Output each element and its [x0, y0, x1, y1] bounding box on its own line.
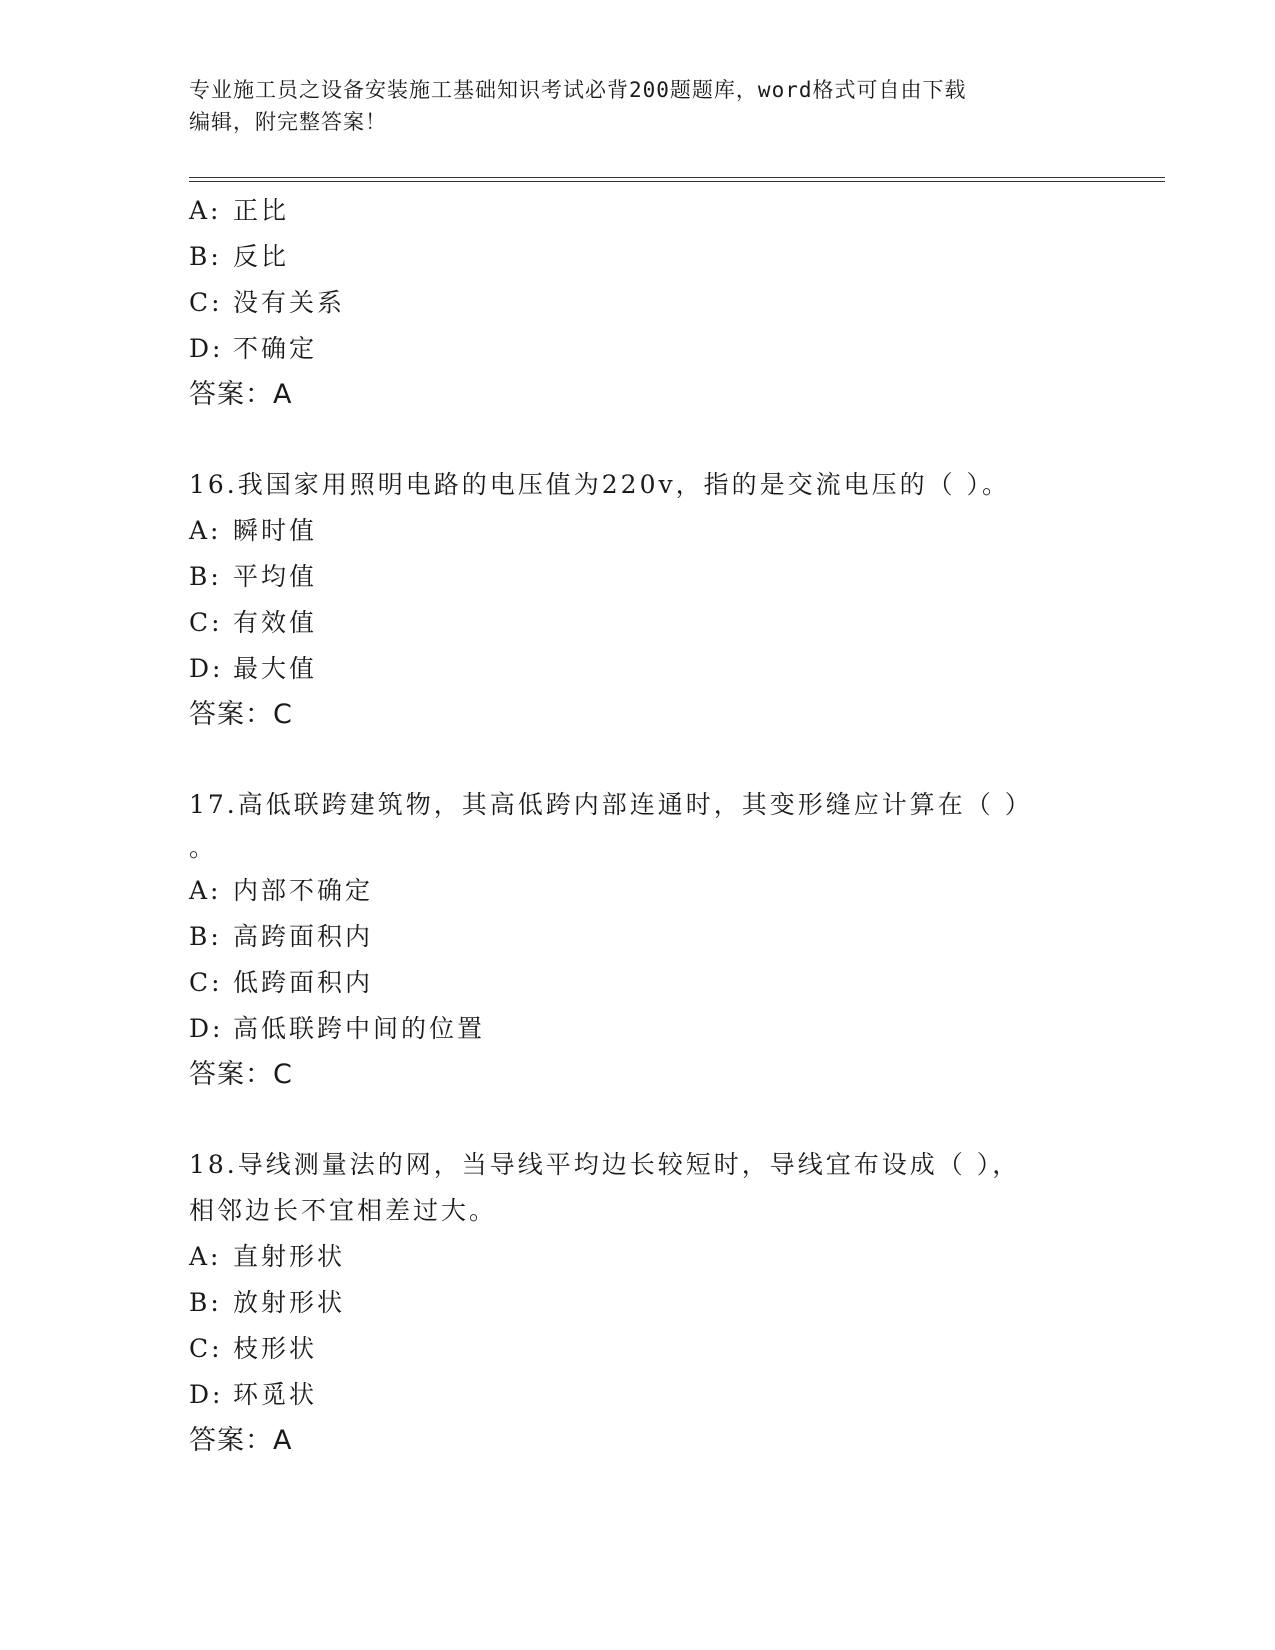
option-text: 高低联跨中间的位置 [233, 1014, 486, 1043]
block-gap [189, 738, 1089, 782]
option-key: B: [189, 1288, 222, 1317]
option-a [189, 188, 1089, 234]
option-key: D: [189, 1380, 224, 1409]
option-key: A: [189, 1242, 222, 1271]
option-text: 环觅状 [233, 1380, 318, 1409]
option-b [189, 1280, 1089, 1326]
option-d [189, 1006, 1089, 1052]
option-text: 低跨面积内 [233, 968, 374, 997]
answer-label: 答案：C [189, 699, 293, 730]
option-text: 反比 [233, 242, 290, 271]
option-key: A: [189, 876, 222, 905]
option-d [189, 1372, 1089, 1418]
question-list [189, 188, 1089, 1464]
option-text: 不确定 [233, 334, 318, 363]
option-key: B: [189, 922, 222, 951]
question-block-17 [189, 782, 1089, 1098]
option-a [189, 868, 1089, 914]
option-key: B: [189, 562, 222, 591]
option-c [189, 600, 1089, 646]
option-text: 有效值 [233, 608, 318, 637]
option-b [189, 554, 1089, 600]
question-stem-continuation: 相邻边长不宜相差过大。 [189, 1196, 498, 1225]
question-stem-continuation: 。 [189, 833, 218, 862]
block-gap [189, 1098, 1089, 1142]
header-divider-top [189, 177, 1165, 178]
option-text: 高跨面积内 [233, 922, 374, 951]
option-key: C: [189, 288, 223, 317]
option-text: 放射形状 [233, 1288, 346, 1317]
question-block-15 [189, 188, 1089, 418]
option-text: 瞬时值 [233, 516, 318, 545]
option-key: A: [189, 196, 222, 225]
block-gap [189, 418, 1089, 462]
option-key: A: [189, 516, 222, 545]
option-key: D: [189, 334, 224, 363]
answer-label: 答案：A [189, 379, 293, 410]
option-key: C: [189, 608, 223, 637]
question-block-16 [189, 462, 1089, 738]
option-text: 正比 [233, 196, 290, 225]
question-block-18 [189, 1142, 1089, 1464]
header-line-1: 专业施工员之设备安装施工基础知识考试必背200题题库，word格式可自由下载 [189, 78, 967, 102]
option-d [189, 646, 1089, 692]
option-b [189, 914, 1089, 960]
option-key: C: [189, 968, 223, 997]
question-stem: 17.高低联跨建筑物，其高低跨内部连通时，其变形缝应计算在（ ） [189, 790, 1033, 819]
option-text: 没有关系 [233, 288, 346, 317]
answer-label: 答案：A [189, 1425, 293, 1456]
question-stem: 18.导线测量法的网，当导线平均边长较短时，导线宜布设成（ ）， [189, 1150, 1021, 1179]
option-b [189, 234, 1089, 280]
question-stem: 16.我国家用照明电路的电压值为220v，指的是交流电压的（ ）。 [189, 470, 1011, 499]
option-a [189, 508, 1089, 554]
option-key: D: [189, 1014, 224, 1043]
option-d [189, 326, 1089, 372]
header-line-2: 编辑，附完整答案！ [189, 110, 387, 134]
option-a [189, 1234, 1089, 1280]
document-header [189, 74, 1089, 138]
option-text: 平均值 [233, 562, 318, 591]
option-text: 内部不确定 [233, 876, 374, 905]
option-key: B: [189, 242, 222, 271]
option-c [189, 960, 1089, 1006]
option-c [189, 280, 1089, 326]
answer-label: 答案：C [189, 1059, 293, 1090]
option-c [189, 1326, 1089, 1372]
option-key: C: [189, 1334, 223, 1363]
header-divider-bottom [189, 181, 1165, 182]
option-text: 直射形状 [233, 1242, 346, 1271]
option-text: 枝形状 [233, 1334, 318, 1363]
option-key: D: [189, 654, 224, 683]
option-text: 最大值 [233, 654, 318, 683]
